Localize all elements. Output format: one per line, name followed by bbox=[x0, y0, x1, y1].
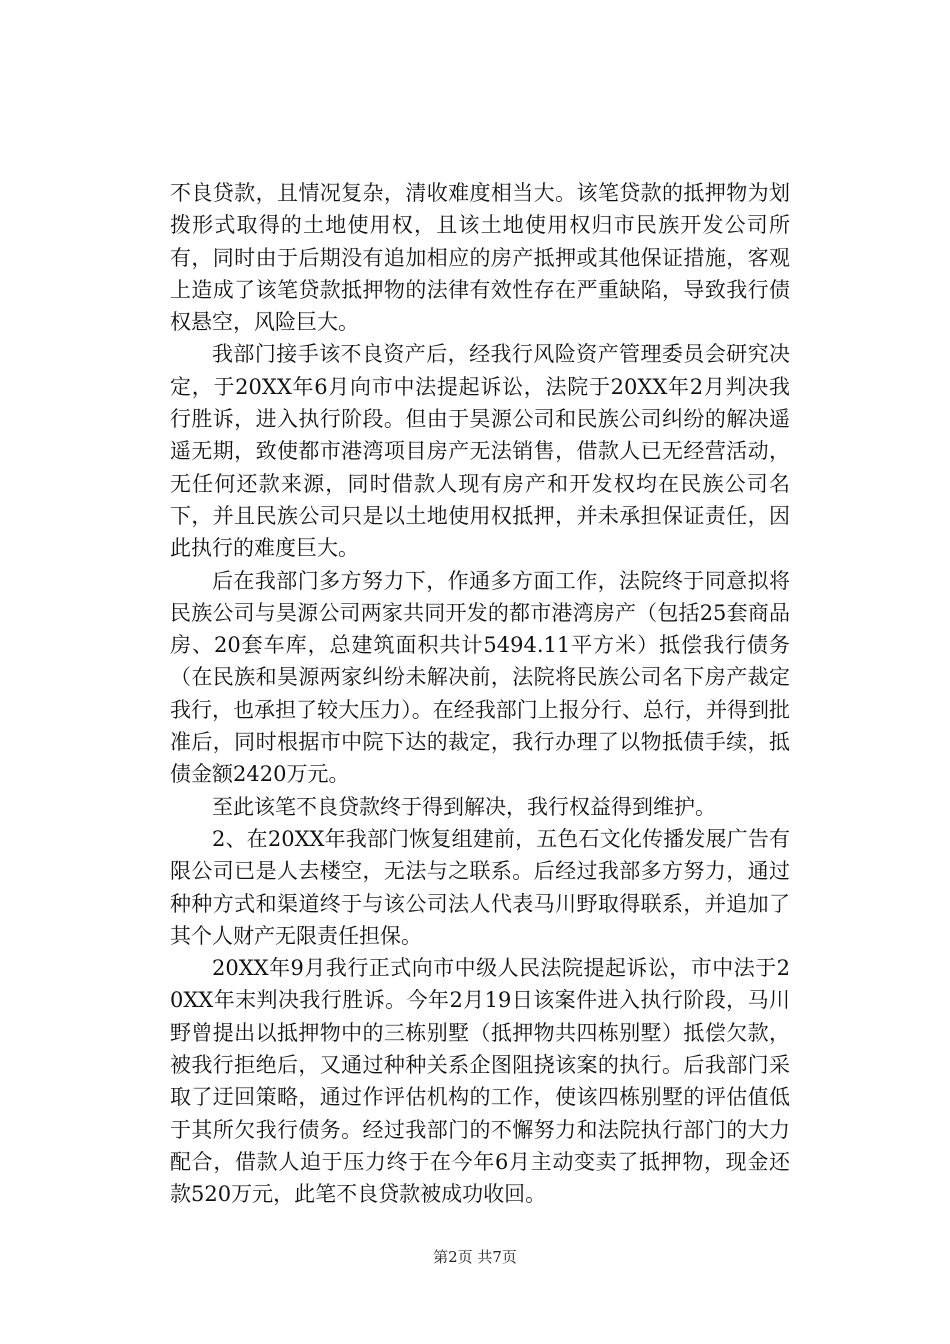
paragraph-2: 我部门接手该不良资产后，经我行风险资产管理委员会研究决定，于20XX年6月向市中法提起诉讼，法院于20XX年2月判决我行胜诉，进入执行阶段。但由于昊源公司和民族公司纠纷的解决遥遥无期，致使都市港湾项目房产无法销售，借款人已无经营活动，无任何还款来源，同时借款人现有房产和开发权均在民族公司名下，并且民族公司只是以土地使用权抵押，并未承担保证责任，因此执行的难度巨大。 bbox=[170, 342, 790, 561]
page-number-footer: 第2页 共7页 bbox=[433, 1248, 517, 1266]
paragraph-4: 至此该笔不良贷款终于得到解决，我行权益得到维护。 bbox=[212, 794, 716, 819]
paragraph-6: 20XX年9月我行正式向市中级人民法院提起诉讼，市中法于20XX年末判决我行胜诉。今年2月19日该案件进入执行阶段，马川野曾提出以抵押物中的三栋别墅（抵押物共四栋别墅）抵偿欠款，被我行拒绝后，又通过种种关系企图阻挠该案的执行。后我部门采取了迂回策略，通过作评估机构的工作，使该四栋别墅的评估值低于其所欠我行债务。经过我部门的不懈努力和法院执行部门的大力配合，借款人迫于压力终于在今年6月主动变卖了抵押物，现金还款520万元，此笔不良贷款被成功收回。 bbox=[170, 956, 790, 1207]
document-body bbox=[170, 177, 790, 1211]
paragraph-5: 2、在20XX年我部门恢复组建前，五色石文化传播发展广告有限公司已是人去楼空，无法与之联系。后经过我部多方努力，通过种种方式和渠道终于与该公司法人代表马川野取得联系，并追加了其个人财产无限责任担保。 bbox=[170, 826, 790, 948]
paragraph-3: 后在我部门多方努力下，作通多方面工作，法院终于同意拟将民族公司与昊源公司两家共同开发的都市港湾房产（包括25套商品房、20套车库，总建筑面积共计5494.11平方米）抵偿我行债务（在民族和昊源两家纠纷未解决前，法院将民族公司名下房产裁定我行，也承担了较大压力）。在经我部门上报分行、总行，并得到批准后，同时根据市中院下达的裁定，我行办理了以物抵债手续，抵债金额2420万元。 bbox=[170, 568, 790, 787]
paragraph-1: 不良贷款，且情况复杂，清收难度相当大。该笔贷款的抵押物为划拨形式取得的土地使用权，且该土地使用权归市民族开发公司所有，同时由于后期没有追加相应的房产抵押或其他保证措施，客观上造成了该笔贷款抵押物的法律有效性存在严重缺陷，导致我行债权悬空，风险巨大。 bbox=[170, 181, 790, 335]
